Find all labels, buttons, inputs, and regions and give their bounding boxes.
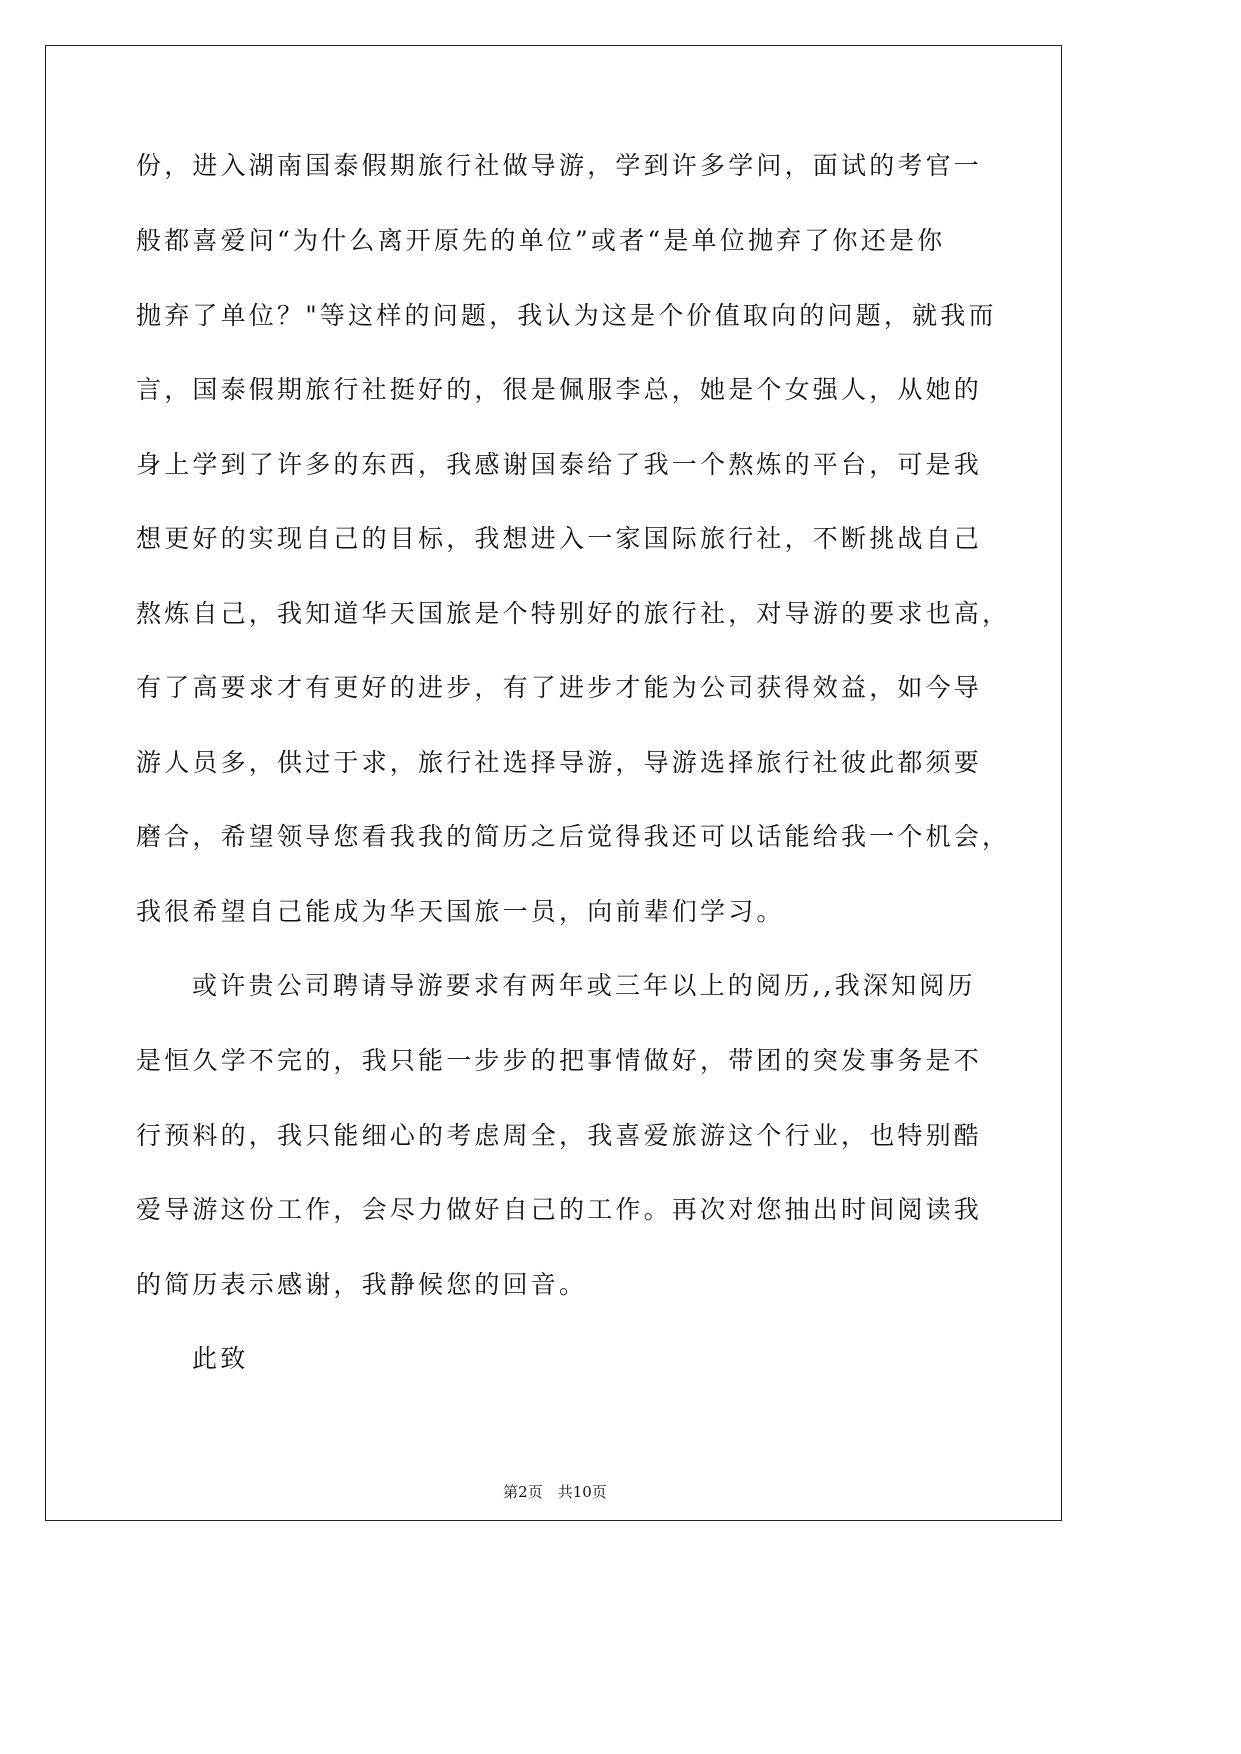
body-line: 我很希望自己能成为华天国旅一员，向前辈们学习。: [136, 897, 785, 926]
body-line: 磨合，希望领导您看我我的简历之后觉得我还可以话能给我一个机会，: [136, 822, 1011, 851]
body-line: 抛弃了单位？"等这样的问题，我认为这是个价值取向的问题，就我而: [136, 301, 997, 330]
body-line: 游人员多，供过于求，旅行社选择导游，导游选择旅行社彼此都须要: [136, 748, 983, 777]
page-number: 第2页 共10页: [503, 1483, 607, 1501]
body-line: 熬炼自己，我知道华天国旅是个特别好的旅行社，对导游的要求也高，: [136, 599, 1011, 628]
body-line: 或许贵公司聘请导游要求有两年或三年以上的阅历,,我深知阅历: [192, 971, 976, 1000]
body-line: 有了高要求才有更好的进步，有了进步才能为公司获得效益，如今导: [136, 673, 983, 702]
body-line: 身上学到了许多的东西，我感谢国泰给了我一个熬炼的平台，可是我: [136, 450, 983, 479]
body-line: 行预料的，我只能细心的考虑周全，我喜爱旅游这个行业，也特别酷: [136, 1121, 983, 1150]
closing-salutation: 此致: [192, 1344, 249, 1373]
body-line: 般都喜爱问“为什么离开原先的单位”或者“是单位抛弃了你还是你: [136, 226, 946, 255]
body-line: 的简历表示感谢，我静候您的回音。: [136, 1270, 588, 1299]
body-line: 爱导游这份工作，会尽力做好自己的工作。再次对您抽出时间阅读我: [136, 1195, 983, 1224]
body-line: 份，进入湖南国泰假期旅行社做导游，学到许多学问，面试的考官一: [136, 151, 983, 180]
body-line: 是恒久学不完的，我只能一步步的把事情做好，带团的突发事务是不: [136, 1046, 983, 1075]
body-line: 想更好的实现自己的目标，我想进入一家国际旅行社，不断挑战自己: [136, 524, 983, 553]
body-line: 言，国泰假期旅行社挺好的，很是佩服李总，她是个女强人，从她的: [136, 375, 983, 404]
